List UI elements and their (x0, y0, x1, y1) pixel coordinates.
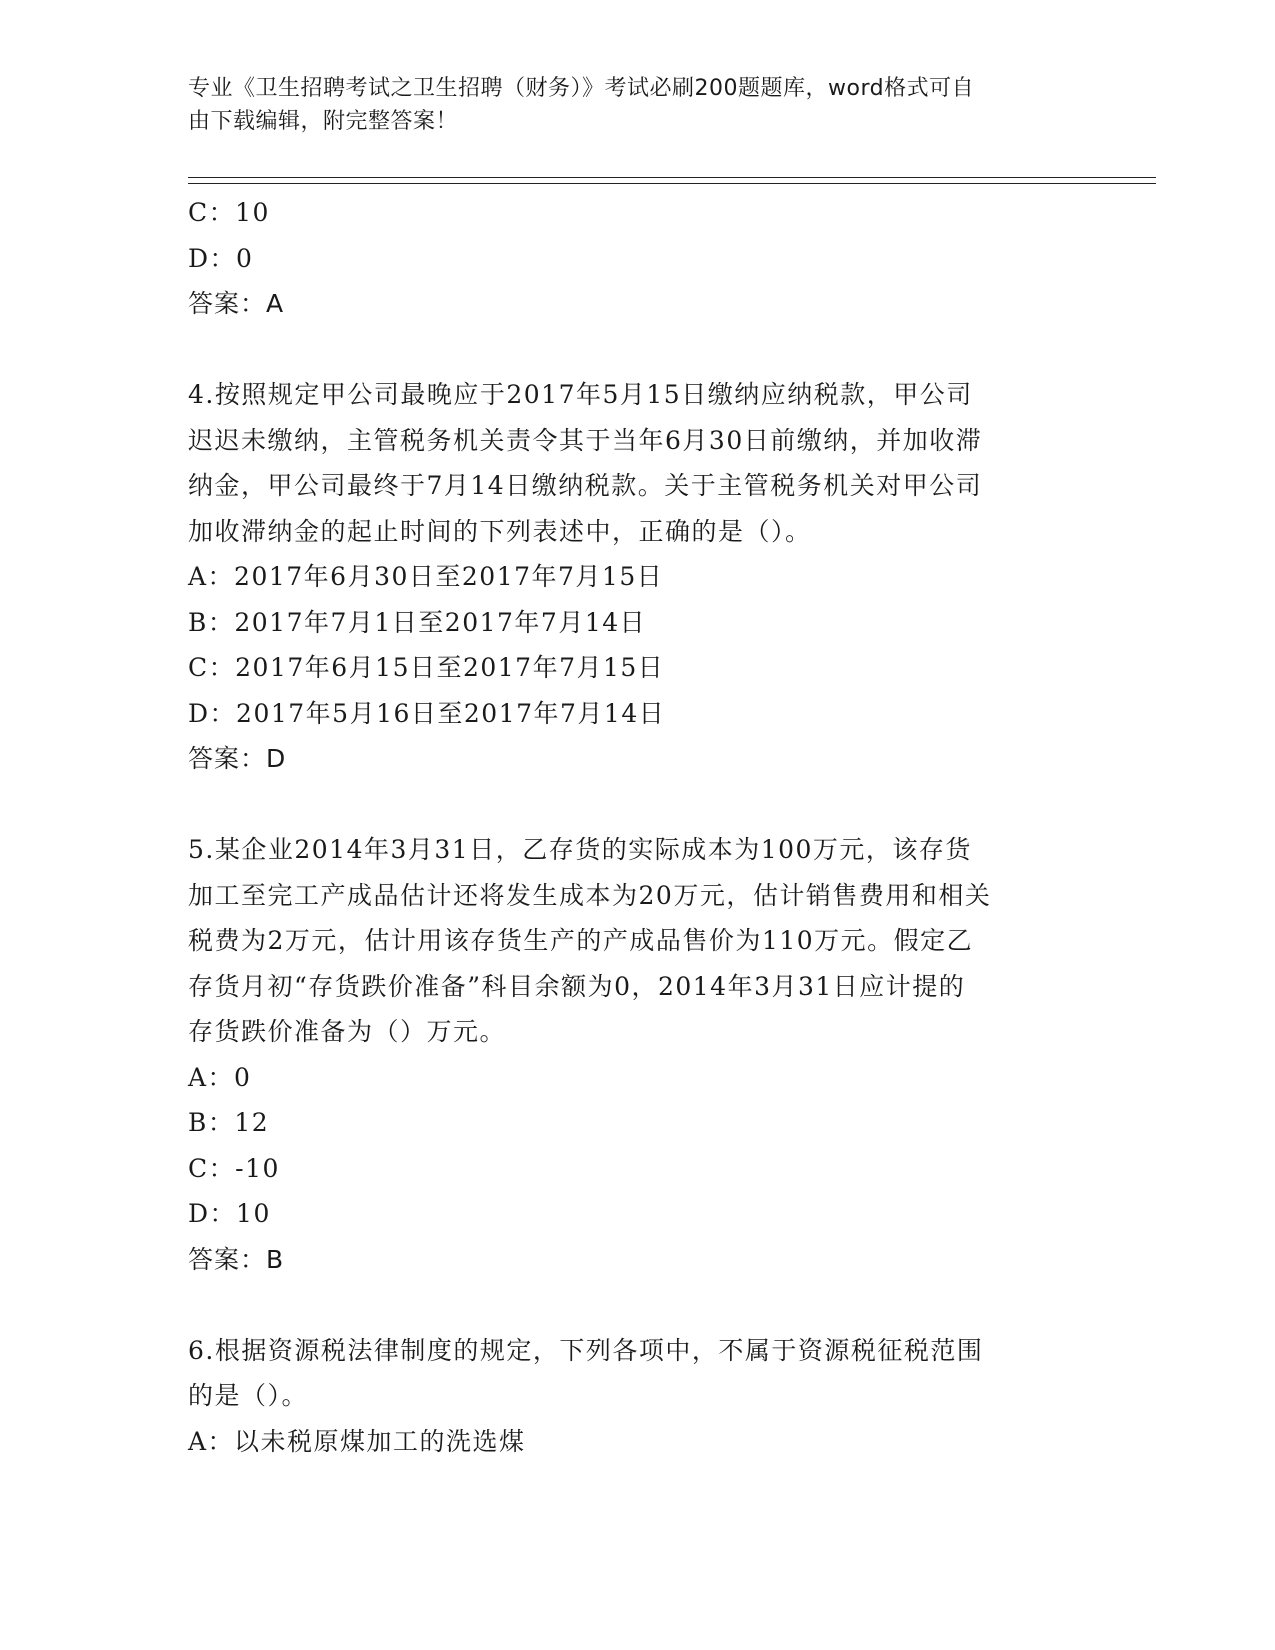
spacer (188, 1282, 1088, 1328)
header-divider-top (188, 177, 1156, 178)
question-text-line: 存货月初“存货跌价准备”科目余额为0，2014年3月31日应计提的 (188, 971, 966, 1001)
spacer (188, 782, 1088, 828)
document-header (188, 72, 1068, 138)
question-text-line: 5.某企业2014年3月31日，乙存货的实际成本为100万元，该存货 (188, 835, 972, 864)
question-3-tail (188, 190, 1088, 327)
option-a: A：2017年6月30日至2017年7月15日 (188, 562, 664, 591)
question-text-line: 存货跌价准备为（）万元。 (188, 1017, 507, 1046)
header-divider-bottom (188, 183, 1156, 184)
question-text-line: 6.根据资源税法律制度的规定，下列各项中，不属于资源税征税范围 (188, 1335, 984, 1365)
question-text-line: 税费为2万元，估计用该存货生产的产成品售价为110万元。假定乙 (188, 926, 974, 955)
answer: 答案：B (188, 1244, 285, 1274)
question-text-line: 纳金，甲公司最终于7月14日缴纳税款。关于主管税务机关对甲公司 (188, 471, 983, 500)
option-d: D：0 (188, 243, 254, 273)
question-text-line: 4.按照规定甲公司最晚应于2017年5月15日缴纳应纳税款，甲公司 (188, 380, 973, 409)
document-body (188, 190, 1088, 1464)
answer: 答案：A (188, 289, 285, 318)
header-line-1: 专业《卫生招聘考试之卫生招聘（财务）》考试必刷200题题库，word格式可自 (188, 76, 975, 101)
question-6 (188, 1328, 1088, 1465)
question-text-line: 加收滞纳金的起止时间的下列表述中，正确的是（）。 (188, 516, 812, 546)
option-c: C：2017年6月15日至2017年7月15日 (188, 653, 665, 682)
question-5 (188, 827, 1088, 1282)
question-text-line: 的是（）。 (188, 1381, 309, 1410)
option-b: B：12 (188, 1108, 270, 1137)
option-a: A：0 (188, 1062, 252, 1092)
question-text-line: 加工至完工产成品估计还将发生成本为20万元，估计销售费用和相关 (188, 880, 992, 910)
option-d: D：2017年5月16日至2017年7月14日 (188, 698, 666, 728)
header-line-2: 由下载编辑，附完整答案！ (188, 109, 459, 134)
spacer (188, 327, 1088, 373)
question-text-line: 迟迟未缴纳，主管税务机关责令其于当年6月30日前缴纳，并加收滞 (188, 425, 983, 455)
option-d: D：10 (188, 1199, 271, 1228)
answer: 答案：D (188, 744, 287, 773)
option-b: B：2017年7月1日至2017年7月14日 (188, 607, 647, 637)
option-c: C：10 (188, 198, 270, 227)
option-a: A：以未税原煤加工的洗选煤 (188, 1426, 526, 1456)
option-c: C：-10 (188, 1153, 280, 1183)
question-4 (188, 372, 1088, 782)
